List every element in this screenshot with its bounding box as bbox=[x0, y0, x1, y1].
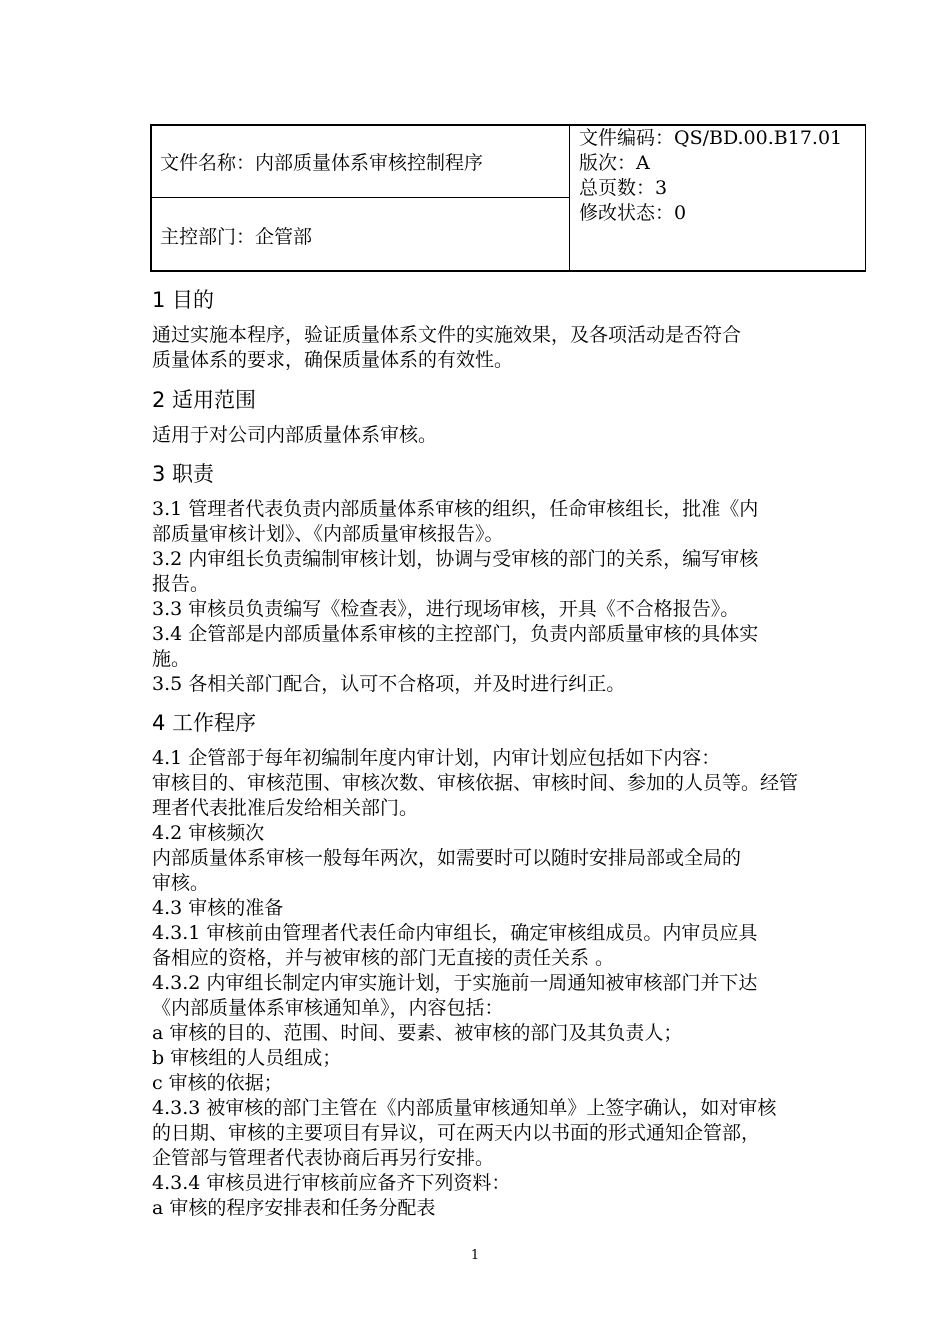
paragraph-line: 3.4 企管部是内部质量体系审核的主控部门，负责内部质量审核的具体实 bbox=[152, 623, 759, 645]
paragraph-line: 4.2 审核频次 bbox=[152, 822, 265, 844]
paragraph-line: 3.2 内审组长负责编制审核计划，协调与受审核的部门的关系，编写审核 bbox=[152, 548, 759, 570]
section-heading-procedure: 4 工作程序 bbox=[152, 711, 257, 735]
paragraph-line: c 审核的依据； bbox=[152, 1072, 283, 1094]
paragraph-line: 通过实施本程序，验证质量体系文件的实施效果，及各项活动是否符合 bbox=[152, 324, 742, 346]
document-meta bbox=[579, 126, 842, 226]
document-revision: 修改状态：0 bbox=[579, 202, 687, 224]
paragraph-line: 施。 bbox=[152, 648, 191, 670]
paragraph-line: 审核。 bbox=[152, 872, 210, 894]
section-heading-responsibilities: 3 职责 bbox=[152, 462, 215, 486]
paragraph-line: 4.3.2 内审组长制定内审实施计划，于实施前一周通知被审核部门并下达 bbox=[152, 972, 758, 994]
document-version: 版次：A bbox=[579, 152, 650, 174]
section-body-scope bbox=[152, 423, 862, 448]
paragraph-line: 3.1 管理者代表负责内部质量体系审核的组织，任命审核组长，批准《内 bbox=[152, 498, 759, 520]
paragraph-line: 4.3.4 审核员进行审核前应备齐下列资料： bbox=[152, 1172, 511, 1194]
controlling-department: 主控部门：企管部 bbox=[160, 226, 313, 248]
paragraph-line: 审核目的、审核范围、审核次数、审核依据、审核时间、参加的人员等。经管 bbox=[152, 772, 799, 794]
paragraph-line: a 审核的程序安排表和任务分配表 bbox=[152, 1197, 436, 1219]
paragraph-line: a 审核的目的、范围、时间、要素、被审核的部门及其负责人； bbox=[152, 1022, 683, 1044]
paragraph-line: 企管部与管理者代表协商后再另行安排。 bbox=[152, 1147, 495, 1169]
paragraph-line: 4.3 审核的准备 bbox=[152, 897, 284, 919]
document-header-table bbox=[150, 124, 866, 272]
paragraph-line: 3.5 各相关部门配合，认可不合格项，并及时进行纠正。 bbox=[152, 673, 626, 695]
paragraph-line: 4.3.1 审核前由管理者代表任命内审组长，确定审核组成员。内审员应具 bbox=[152, 922, 758, 944]
paragraph-line: 适用于对公司内部质量体系审核。 bbox=[152, 424, 438, 446]
paragraph-line: b 审核组的人员组成； bbox=[152, 1047, 342, 1069]
paragraph-line: 4.1 企管部于每年初编制年度内审计划，内审计划应包括如下内容： bbox=[152, 747, 721, 769]
page-number: 1 bbox=[470, 1248, 480, 1263]
paragraph-line: 部质量审核计划》、《内部质量审核报告》。 bbox=[152, 523, 504, 545]
paragraph-line: 备相应的资格，并与被审核的部门无直接的责任关系 。 bbox=[152, 947, 615, 969]
section-body-responsibilities bbox=[152, 497, 862, 697]
section-heading-scope: 2 适用范围 bbox=[152, 388, 257, 412]
section-body-procedure bbox=[152, 746, 862, 1221]
header-table-row-divider bbox=[150, 197, 569, 198]
document-page-count: 总页数：3 bbox=[579, 177, 668, 199]
paragraph-line: 理者代表批准后发给相关部门。 bbox=[152, 797, 419, 819]
paragraph-line: 3.3 审核员负责编写《检查表》，进行现场审核，开具《不合格报告》。 bbox=[152, 598, 740, 620]
section-body-purpose bbox=[152, 323, 862, 373]
document-code: 文件编码：QS/BD.00.B17.01 bbox=[579, 127, 843, 149]
section-heading-purpose: 1 目的 bbox=[152, 288, 215, 312]
paragraph-line: 4.3.3 被审核的部门主管在《内部质量审核通知单》上签字确认，如对审核 bbox=[152, 1097, 777, 1119]
document-name: 文件名称：内部质量体系审核控制程序 bbox=[160, 152, 484, 174]
paragraph-line: 内部质量体系审核一般每年两次，如需要时可以随时安排局部或全局的 bbox=[152, 847, 742, 869]
paragraph-line: 《内部质量体系审核通知单》，内容包括： bbox=[152, 997, 504, 1019]
paragraph-line: 报告。 bbox=[152, 573, 210, 595]
header-table-divider bbox=[569, 124, 570, 272]
paragraph-line: 质量体系的要求，确保质量体系的有效性。 bbox=[152, 349, 514, 371]
paragraph-line: 的日期、审核的主要项目有异议，可在两天内以书面的形式通知企管部， bbox=[152, 1122, 761, 1144]
